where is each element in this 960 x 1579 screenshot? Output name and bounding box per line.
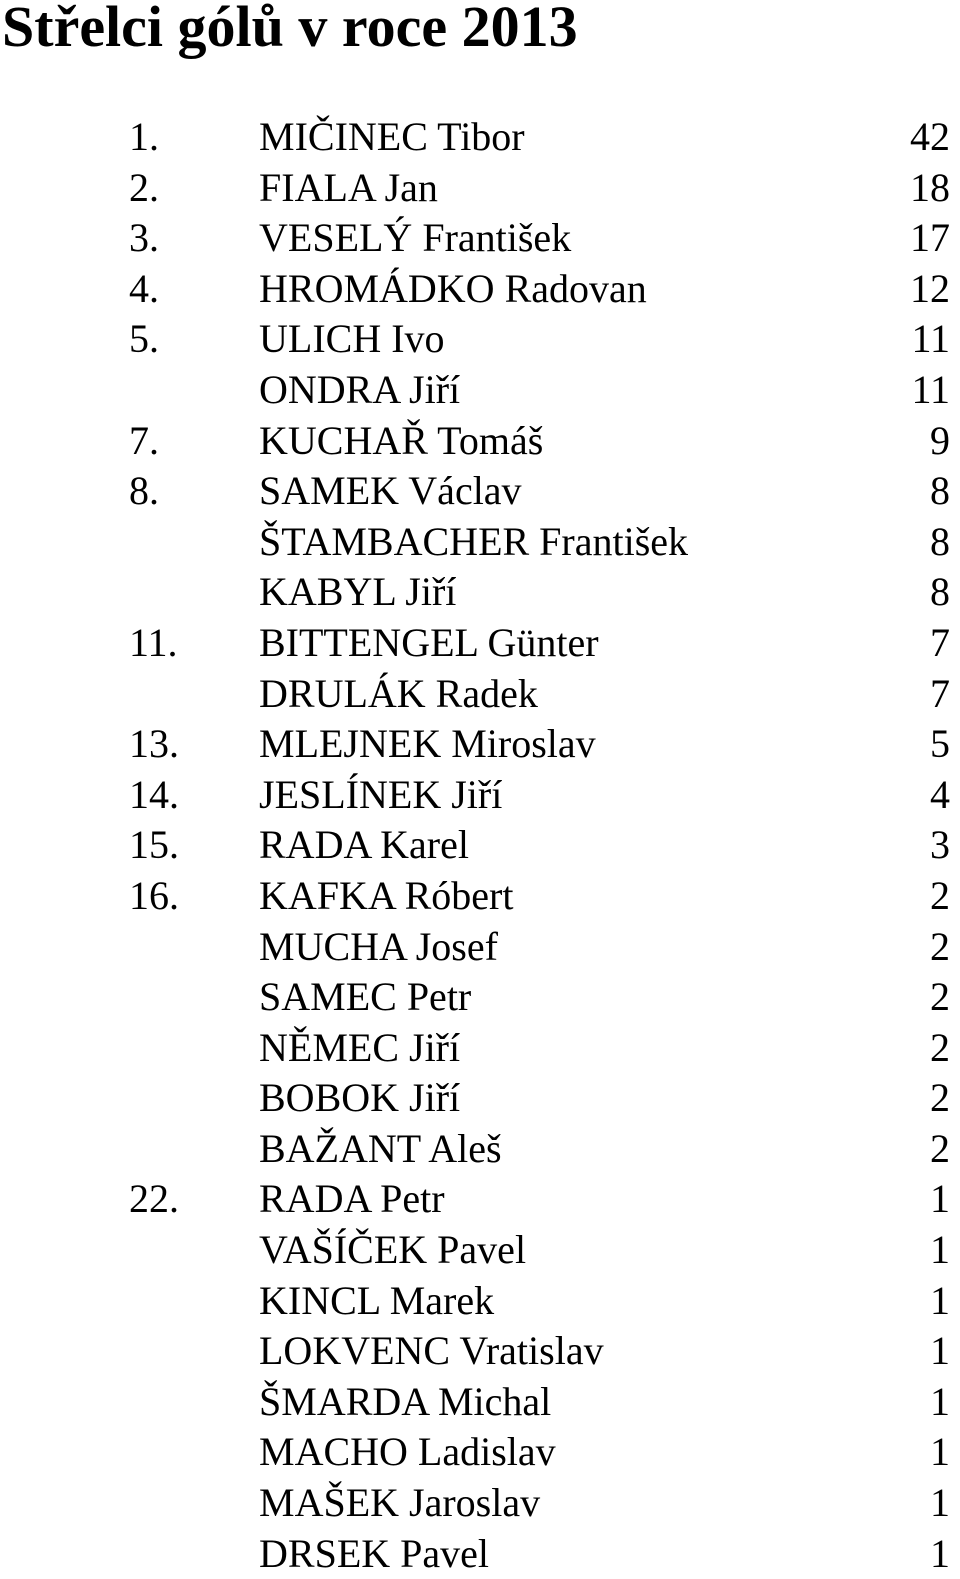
goals-cell: 2 (930, 1024, 950, 1070)
goals-cell: 9 (930, 417, 950, 463)
goals-cell: 1 (930, 1530, 950, 1576)
goals-cell: 1 (930, 1429, 950, 1475)
player-name-cell: ŠTAMBACHER František (259, 518, 689, 564)
table-row (0, 1225, 960, 1276)
goals-cell: 8 (930, 518, 950, 564)
table-row (0, 567, 960, 618)
table-row (0, 871, 960, 922)
table-row (0, 466, 960, 517)
goals-cell: 2 (930, 872, 950, 918)
table-row (0, 1326, 960, 1377)
table-row (0, 972, 960, 1023)
table-row (0, 1478, 960, 1529)
player-name-cell: BITTENGEL Günter (259, 619, 599, 665)
goals-cell: 1 (930, 1227, 950, 1273)
player-name-cell: MLEJNEK Miroslav (259, 721, 596, 767)
player-name-cell: ŠMARDA Michal (259, 1378, 552, 1424)
player-name-cell: SAMEC Petr (259, 974, 472, 1020)
rank-cell: 16. (129, 872, 179, 918)
table-row (0, 770, 960, 821)
table-row (0, 719, 960, 770)
rank-cell: 1. (129, 114, 159, 159)
goals-cell: 2 (930, 923, 950, 969)
rank-cell: 4. (129, 265, 159, 311)
player-name-cell: KAFKA Róbert (259, 872, 514, 918)
goals-cell: 2 (930, 1075, 950, 1121)
player-name-cell: KINCL Marek (259, 1277, 495, 1323)
goals-cell: 8 (930, 569, 950, 615)
goals-cell: 1 (930, 1277, 950, 1323)
rank-cell: 7. (129, 417, 159, 463)
goals-cell: 42 (910, 114, 950, 159)
player-name-cell: JESLÍNEK Jiří (259, 771, 503, 817)
player-name-cell: MIČINEC Tibor (259, 114, 525, 159)
table-row (0, 163, 960, 214)
table-row (0, 1427, 960, 1478)
rank-cell: 8. (129, 468, 159, 514)
table-row (0, 213, 960, 264)
rank-cell: 2. (129, 164, 159, 210)
goals-cell: 18 (910, 164, 950, 210)
rank-cell: 11. (129, 619, 178, 665)
player-name-cell: MUCHA Josef (259, 923, 498, 969)
table-row (0, 1023, 960, 1074)
player-name-cell: FIALA Jan (259, 164, 438, 210)
table-row (0, 517, 960, 568)
table-row (0, 1529, 960, 1579)
table-row (0, 1124, 960, 1175)
goals-cell: 1 (930, 1176, 950, 1222)
rank-cell: 22. (129, 1176, 179, 1222)
table-row (0, 669, 960, 720)
goals-cell: 2 (930, 974, 950, 1020)
table-row (0, 618, 960, 669)
player-name-cell: BOBOK Jiří (259, 1075, 461, 1121)
table-row (0, 1377, 960, 1428)
goals-cell: 11 (911, 366, 950, 412)
goals-cell: 1 (930, 1378, 950, 1424)
goals-cell: 11 (911, 316, 950, 362)
goals-cell: 17 (910, 215, 950, 261)
player-name-cell: BAŽANT Aleš (259, 1125, 502, 1171)
player-name-cell: ULICH Ivo (259, 316, 445, 362)
table-row (0, 922, 960, 973)
player-name-cell: RADA Petr (259, 1176, 445, 1222)
goals-cell: 7 (930, 619, 950, 665)
table-row (0, 112, 960, 163)
goals-cell: 3 (930, 822, 950, 868)
player-name-cell: RADA Karel (259, 822, 469, 868)
goals-cell: 5 (930, 721, 950, 767)
player-name-cell: NĚMEC Jiří (259, 1024, 461, 1070)
player-name-cell: KABYL Jiří (259, 569, 457, 615)
goals-cell: 2 (930, 1125, 950, 1171)
player-name-cell: DRSEK Pavel (259, 1530, 489, 1576)
rank-cell: 3. (129, 215, 159, 261)
player-name-cell: MACHO Ladislav (259, 1429, 556, 1475)
player-name-cell: VAŠÍČEK Pavel (259, 1227, 527, 1273)
rank-cell: 14. (129, 771, 179, 817)
goals-cell: 12 (910, 265, 950, 311)
rank-cell: 13. (129, 721, 179, 767)
player-name-cell: HROMÁDKO Radovan (259, 265, 647, 311)
scorer-list (0, 112, 960, 1579)
goals-cell: 1 (930, 1480, 950, 1526)
player-name-cell: KUCHAŘ Tomáš (259, 417, 544, 463)
table-row (0, 264, 960, 315)
table-row (0, 416, 960, 467)
player-name-cell: ONDRA Jiří (259, 366, 461, 412)
table-row (0, 1276, 960, 1327)
goals-cell: 8 (930, 468, 950, 514)
goals-cell: 4 (930, 771, 950, 817)
table-row (0, 365, 960, 416)
goals-cell: 7 (930, 670, 950, 716)
rank-cell: 5. (129, 316, 159, 362)
page-title: Střelci gólů v roce 2013 (2, 0, 578, 59)
player-name-cell: MAŠEK Jaroslav (259, 1480, 541, 1526)
table-row (0, 820, 960, 871)
table-row (0, 1174, 960, 1225)
table-row (0, 314, 960, 365)
goals-cell: 1 (930, 1328, 950, 1374)
table-row (0, 1073, 960, 1124)
rank-cell: 15. (129, 822, 179, 868)
player-name-cell: SAMEK Václav (259, 468, 522, 514)
player-name-cell: DRULÁK Radek (259, 670, 538, 716)
player-name-cell: LOKVENC Vratislav (259, 1328, 604, 1374)
player-name-cell: VESELÝ František (259, 215, 572, 261)
